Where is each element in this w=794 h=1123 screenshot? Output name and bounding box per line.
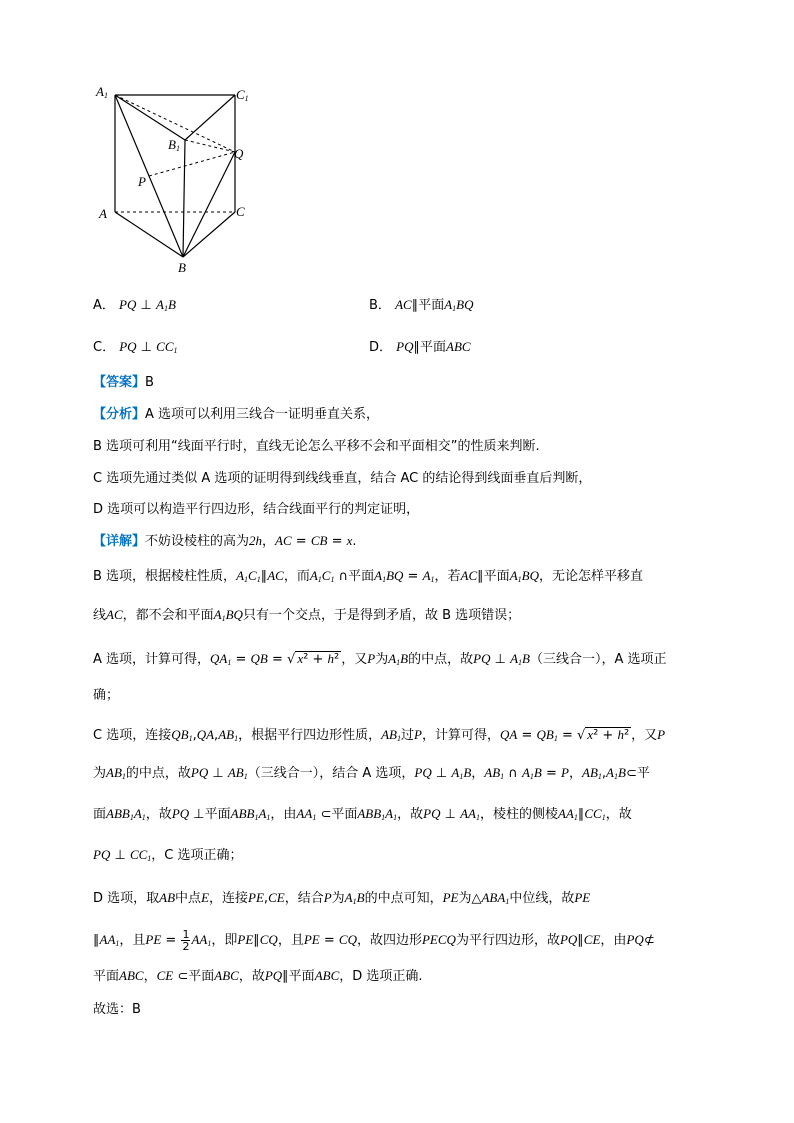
option-a: A． PQ ⊥ $A_1B$ [93, 297, 176, 313]
label-p: P [138, 174, 146, 189]
prism-figure [90, 80, 260, 280]
analysis-line-4: D 选项可以构造平行四边形，结合线面平行的判定证明， [93, 502, 420, 517]
detail-line-1: 【详解】不妨设棱柱的高为2h，AC = CB = x. [93, 533, 357, 549]
option-b: B． AC∥平面$A_1BQ$ [369, 297, 474, 313]
detail-line-9: PQ ⊥ $CC_1$，C 选项正确； [93, 847, 243, 863]
detail-line-4: A 选项，计算可得，$QA_1$ = QB = √ x² + h² ，又P为$A_1B$的中点，故PQ ⊥ $A_1B$（三线合一），A 选项正 [93, 651, 667, 667]
analysis-tag: 【分析】 [93, 407, 146, 422]
final-answer: 故选：B [93, 1002, 141, 1017]
label-c: C [236, 204, 245, 219]
detail-line-5: 确； [93, 688, 120, 703]
label-q: Q [234, 146, 244, 161]
detail-line-3: 线AC，都不会和平面$A_1BQ$只有一个交点，于是得到矛盾，故 B 选项错误； [93, 607, 521, 623]
label-a: A [99, 206, 107, 221]
detail-line-10: D 选项，取AB中点E，连接PE,CE，结合P为$A_1B$的中点可知，PE为$\triangle ABA_1$中位线，故PE [93, 890, 591, 906]
label-a1: $A_1$ [96, 84, 108, 100]
analysis-line-2: B 选项可利用“线面平行时，直线无论怎么平移不会和平面相交”的性质来判断. [93, 439, 540, 454]
detail-line-2: B 选项，根据棱柱性质，$A_1C_1\parallel AC$，而$A_1C_1$ ∩平面$A_1BQ = A_1$，若AC∥平面$A_1BQ$，无论怎样平移直 [93, 568, 643, 584]
option-c: C． PQ ⊥ $CC_1$ [93, 339, 178, 355]
detail-line-12: 平面ABC，CE ⊂平面ABC，故PQ∥平面ABC，D 选项正确. [93, 968, 423, 984]
label-b: B [178, 260, 186, 275]
label-c1: $C_1$ [236, 87, 249, 103]
label-b1: $B_1$ [168, 137, 180, 153]
option-d: D． PQ∥平面ABC [369, 339, 471, 355]
answer-line [93, 374, 154, 392]
detail-line-11: $\parallel AA_1$，且PE = $\frac{1}{2}$ $AA_1$，即PE∥CQ，且PE = CQ，故四边形PECQ为平行四边形，故PQ∥CE，由PQ⊄ [93, 928, 655, 953]
answer-value: B [145, 375, 154, 390]
detail-line-8: 面$ABB_1A_1$，故PQ ⊥平面$ABB_1A_1$，由$AA_1$ ⊂平面$ABB_1A_1$，故PQ ⊥ $AA_1$，棱柱的侧棱$AA_1\parallel CC_1$，故 [93, 806, 632, 822]
answer-tag: 【答案】 [93, 375, 146, 390]
analysis-line-1: 【分析】A 选项可以利用三线合一证明垂直关系， [93, 407, 380, 422]
detail-line-6: C 选项，连接$QB_1,QA,AB_1$，根据平行四边形性质，$AB_1$过P，计算可得，QA = $QB_1$ = √ x² + h² ，又P [93, 727, 666, 743]
detail-tag: 【详解】 [93, 534, 146, 549]
analysis-line-3: C 选项先通过类似 A 选项的证明得到线线垂直，结合 AC 的结论得到线面垂直后判断， [93, 471, 592, 486]
detail-line-7: 为$AB_1$的中点，故PQ ⊥ $AB_1$（三线合一），结合 A 选项，PQ ⊥ $A_1B$，$AB_1$ ∩ $A_1B = P$，$AB_1,A_1B\subset$平 [93, 765, 650, 781]
